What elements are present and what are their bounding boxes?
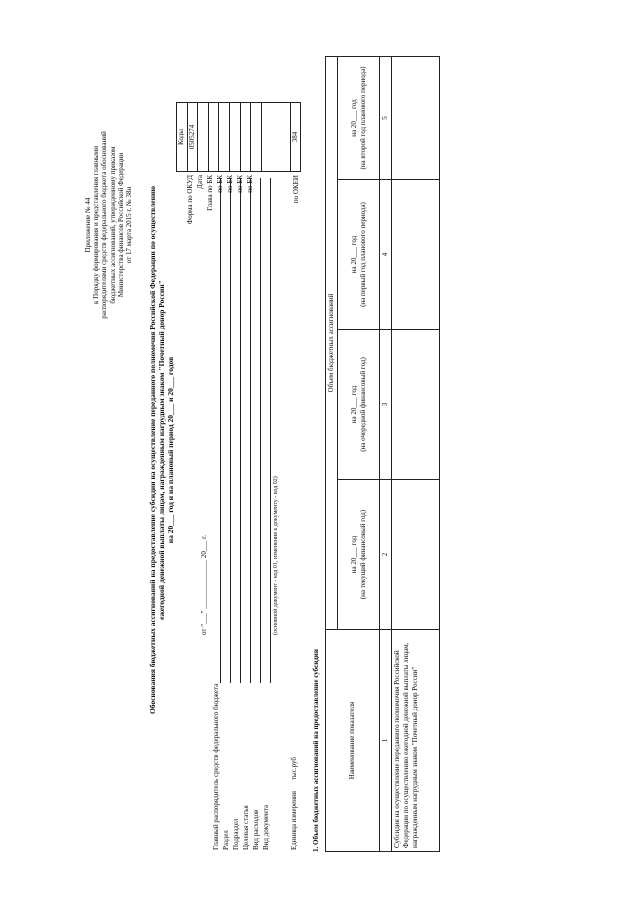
col-year-desc: (на текущий финансовый год) [358, 509, 367, 600]
codes-header: Коды [176, 103, 188, 171]
col-header-year [338, 180, 380, 330]
document-title [148, 150, 175, 750]
code-cell [219, 103, 230, 171]
col-header-year [338, 330, 380, 480]
appendix-line: Министерства финансов Российской Федерации [116, 152, 125, 298]
code-label: по ОКЕИ [292, 175, 300, 204]
unit-label: Единица измерения [290, 791, 298, 850]
code-label: по БК [246, 175, 254, 193]
col-number: 4 [380, 180, 392, 330]
table-cell [392, 480, 440, 630]
code-cell [209, 103, 220, 171]
codes-box [176, 102, 301, 172]
col-year-label: на 20___ год [349, 99, 358, 137]
document-type-note: (основной документ - код 01, изменения к документу - код 02) [273, 476, 279, 635]
code-cell [230, 103, 241, 171]
col-year-label: на 20___ год [349, 535, 358, 574]
field-label: Раздел [222, 830, 230, 850]
field-label: Главный распорядитель средств федерального бюджета [212, 683, 220, 850]
field-label: Вид документа [262, 804, 270, 850]
col-year-label: на 20___ год [349, 385, 358, 424]
budget-table [325, 56, 440, 852]
col-number: 2 [380, 480, 392, 630]
code-label: по БК [226, 175, 234, 193]
code-label: по БК [216, 175, 224, 193]
field-underline [260, 178, 261, 683]
field-label: Целевая статья [242, 805, 250, 850]
appendix-line: бюджетных ассигнований, утвержденному приказом [108, 146, 117, 304]
col-header-year [338, 480, 380, 630]
code-label: Форма по ОКУД [186, 175, 194, 225]
appendix-note [84, 65, 133, 385]
col-year-desc: (на очередной финансовый год) [358, 357, 367, 452]
field-label: Вид расходов [252, 809, 260, 850]
appendix-line: от 17 марта 2015 г. № 38н [125, 186, 134, 264]
code-cell [262, 103, 291, 171]
table-header-row [326, 56, 338, 851]
section-title: 1. Объем бюджетных ассигнований на предоставление субсидии [312, 649, 320, 852]
title-line: Обоснования бюджетных ассигнований на предоставление субсидии на осуществление переданного полномочия Российской Федерации по осуществлению [148, 185, 157, 715]
table-number-row [380, 56, 392, 851]
col-header-year [338, 56, 380, 179]
unit-value: тыс.руб [290, 757, 298, 780]
code-label: по БК [236, 175, 244, 193]
col-number: 3 [380, 330, 392, 480]
code-label: Глава по БК [206, 175, 214, 211]
code-cell: 0505274 [188, 103, 199, 171]
code-cell [198, 103, 209, 171]
col-header-group: Объем бюджетных ассигнований [326, 56, 338, 629]
code-cell: 384 [291, 103, 302, 171]
table-row [392, 56, 440, 851]
field-underline [270, 178, 271, 683]
title-line: ежегодной денежной выплаты лицам, награжденным нагрудным знаком "Почетный донор России" [157, 280, 166, 620]
appendix-number: Приложение № 44 [84, 197, 92, 253]
col-year-label: на 20___ год [349, 235, 358, 274]
appendix-line: распорядителями средств федерального бюджета обоснований [100, 131, 109, 319]
table-cell [392, 56, 440, 179]
title-line: на 20___ год и на плановый период 20___ и 20___ годов [166, 356, 175, 544]
row-label: Субсидия на осуществление переданного полномочия Российской Федерации по осуществлению ежегодной денежной выплаты лицам, награжденным нагрудным знаком "Почетный донор России" [392, 630, 440, 852]
table-cell [392, 180, 440, 330]
col-header-indicator: Наименование показателя [326, 630, 380, 852]
appendix-line: к Порядку формирования и представления главными [92, 146, 101, 304]
col-number: 5 [380, 56, 392, 179]
field-label: Подраздел [232, 818, 240, 850]
code-cell [251, 103, 262, 171]
code-label: Дата [196, 175, 204, 189]
col-number: 1 [380, 630, 392, 852]
col-year-desc: (на первый год планового периода) [358, 202, 367, 307]
date-line: от "___" ______________ 20___ г. [200, 534, 208, 635]
code-cell [241, 103, 252, 171]
col-year-desc: (на второй год планового периода) [358, 66, 367, 170]
table-cell [392, 330, 440, 480]
